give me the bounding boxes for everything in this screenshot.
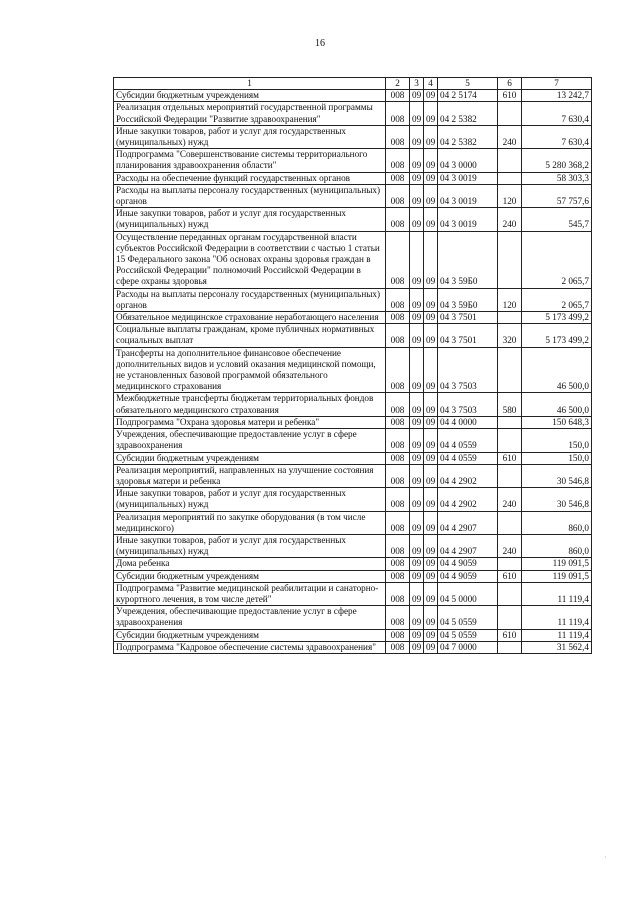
target-article-cell: 04 4 9059 (438, 570, 498, 582)
subsection-code-cell: 09 (424, 231, 438, 288)
subsection-code-cell: 09 (424, 452, 438, 464)
grbs-code-cell: 008 (386, 102, 410, 125)
subsection-code-cell: 09 (424, 534, 438, 557)
target-article-cell: 04 4 2907 (438, 534, 498, 557)
section-code-cell: 09 (410, 172, 424, 184)
subsection-code-cell: 09 (424, 582, 438, 605)
section-code-cell: 09 (410, 464, 424, 487)
section-code-cell: 09 (410, 102, 424, 125)
grbs-code-cell: 008 (386, 488, 410, 511)
item-name-cell: Расходы на выплаты персоналу государственных (муниципальных) органов (114, 184, 386, 207)
subsection-code-cell: 09 (424, 393, 438, 416)
amount-cell: 2 065,7 (522, 231, 592, 288)
table-row (114, 570, 592, 582)
expense-type-cell (498, 582, 522, 605)
item-name-cell: Субсидии бюджетным учреждениям (114, 629, 386, 641)
table-row (114, 452, 592, 464)
item-name-cell: Подпрограмма "Кадровое обеспечение системы здравоохранения" (114, 641, 386, 653)
subsection-code-cell: 09 (424, 416, 438, 428)
table-row (114, 393, 592, 416)
target-article-cell: 04 3 7501 (438, 324, 498, 347)
subsection-code-cell: 09 (424, 125, 438, 148)
expense-type-cell: 120 (498, 184, 522, 207)
expense-type-cell (498, 416, 522, 428)
subsection-code-cell: 09 (424, 90, 438, 102)
target-article-cell: 04 2 5382 (438, 102, 498, 125)
amount-cell: 119 091,5 (522, 570, 592, 582)
amount-cell: 5 280 368,2 (522, 149, 592, 172)
subsection-code-cell: 09 (424, 347, 438, 393)
section-code-cell: 09 (410, 629, 424, 641)
target-article-cell: 04 3 7503 (438, 347, 498, 393)
section-code-cell: 09 (410, 208, 424, 231)
item-name-cell: Трансферты на дополнительное финансовое обеспечение дополнительных видов и условий оказания медицинской помощи, не установленных базовой программой обязательного медицинского страхования (114, 347, 386, 393)
target-article-cell: 04 5 0559 (438, 629, 498, 641)
section-code-cell: 09 (410, 125, 424, 148)
budget-table (113, 77, 592, 654)
table-row (114, 125, 592, 148)
amount-cell: 860,0 (522, 534, 592, 557)
subsection-code-cell: 09 (424, 149, 438, 172)
table-row (114, 149, 592, 172)
grbs-code-cell: 008 (386, 582, 410, 605)
section-code-cell: 09 (410, 534, 424, 557)
amount-cell: 860,0 (522, 511, 592, 534)
item-name-cell: Реализация мероприятий, направленных на улучшение состояния здоровья матери и ребенка (114, 464, 386, 487)
item-name-cell: Субсидии бюджетным учреждениям (114, 570, 386, 582)
item-name-cell: Обязательное медицинское страхование неработающего населения (114, 312, 386, 324)
section-code-cell: 09 (410, 558, 424, 570)
target-article-cell: 04 3 0019 (438, 172, 498, 184)
amount-cell: 545,7 (522, 208, 592, 231)
expense-type-cell (498, 558, 522, 570)
item-name-cell: Учреждения, обеспечивающие предоставление услуг в сфере здравоохранения (114, 606, 386, 629)
section-code-cell: 09 (410, 429, 424, 452)
table-row (114, 629, 592, 641)
section-code-cell: 09 (410, 570, 424, 582)
subsection-code-cell: 09 (424, 570, 438, 582)
item-name-cell: Иные закупки товаров, работ и услуг для государственных (муниципальных) нужд (114, 125, 386, 148)
grbs-code-cell: 008 (386, 570, 410, 582)
grbs-code-cell: 008 (386, 347, 410, 393)
expense-type-cell (498, 606, 522, 629)
table-row (114, 606, 592, 629)
subsection-code-cell: 09 (424, 288, 438, 311)
grbs-code-cell: 008 (386, 90, 410, 102)
section-code-cell: 09 (410, 452, 424, 464)
section-code-cell: 09 (410, 312, 424, 324)
item-name-cell: Реализация мероприятий по закупке оборудования (в том числе медицинского) (114, 511, 386, 534)
target-article-cell: 04 3 7501 (438, 312, 498, 324)
grbs-code-cell: 008 (386, 125, 410, 148)
amount-cell: 5 173 499,2 (522, 312, 592, 324)
amount-cell: 11 119,4 (522, 582, 592, 605)
amount-cell: 150,0 (522, 452, 592, 464)
amount-cell: 5 173 499,2 (522, 324, 592, 347)
target-article-cell: 04 5 0559 (438, 606, 498, 629)
amount-cell: 46 500,0 (522, 347, 592, 393)
amount-cell: 30 546,8 (522, 464, 592, 487)
grbs-code-cell: 008 (386, 511, 410, 534)
item-name-cell: Реализация отдельных мероприятий государственной программы Российской Федерации "Развитие здравоохранения" (114, 102, 386, 125)
expense-type-cell: 610 (498, 570, 522, 582)
page-number: 16 (315, 38, 325, 49)
column-header: 7 (522, 78, 592, 90)
subsection-code-cell: 09 (424, 312, 438, 324)
grbs-code-cell: 008 (386, 324, 410, 347)
table-row (114, 582, 592, 605)
subsection-code-cell: 09 (424, 172, 438, 184)
table-row (114, 172, 592, 184)
target-article-cell: 04 4 2902 (438, 464, 498, 487)
target-article-cell: 04 3 59Б0 (438, 288, 498, 311)
table-row (114, 90, 592, 102)
grbs-code-cell: 008 (386, 629, 410, 641)
grbs-code-cell: 008 (386, 416, 410, 428)
table-row (114, 429, 592, 452)
target-article-cell: 04 2 5382 (438, 125, 498, 148)
target-article-cell: 04 7 0000 (438, 641, 498, 653)
amount-cell: 150,0 (522, 429, 592, 452)
item-name-cell: Иные закупки товаров, работ и услуг для государственных (муниципальных) нужд (114, 208, 386, 231)
grbs-code-cell: 008 (386, 606, 410, 629)
grbs-code-cell: 008 (386, 184, 410, 207)
table-row (114, 102, 592, 125)
expense-type-cell (498, 641, 522, 653)
subsection-code-cell: 09 (424, 464, 438, 487)
amount-cell: 2 065,7 (522, 288, 592, 311)
section-code-cell: 09 (410, 231, 424, 288)
expense-type-cell (498, 102, 522, 125)
subsection-code-cell: 09 (424, 102, 438, 125)
subsection-code-cell: 09 (424, 184, 438, 207)
section-code-cell: 09 (410, 184, 424, 207)
grbs-code-cell: 008 (386, 641, 410, 653)
table-row (114, 416, 592, 428)
column-header: 4 (424, 78, 438, 90)
item-name-cell: Учреждения, обеспечивающие предоставление услуг в сфере здравоохранения (114, 429, 386, 452)
target-article-cell: 04 3 7503 (438, 393, 498, 416)
grbs-code-cell: 008 (386, 149, 410, 172)
expense-type-cell: 320 (498, 324, 522, 347)
section-code-cell: 09 (410, 149, 424, 172)
grbs-code-cell: 008 (386, 558, 410, 570)
subsection-code-cell: 09 (424, 629, 438, 641)
amount-cell: 57 757,6 (522, 184, 592, 207)
column-header: 5 (438, 78, 498, 90)
target-article-cell: 04 4 2907 (438, 511, 498, 534)
table-header-row (114, 78, 592, 90)
amount-cell: 46 500,0 (522, 393, 592, 416)
section-code-cell: 09 (410, 393, 424, 416)
target-article-cell: 04 5 0000 (438, 582, 498, 605)
table-row (114, 288, 592, 311)
expense-type-cell: 240 (498, 488, 522, 511)
expense-type-cell: 610 (498, 629, 522, 641)
target-article-cell: 04 4 0000 (438, 416, 498, 428)
table-row (114, 312, 592, 324)
section-code-cell: 09 (410, 606, 424, 629)
subsection-code-cell: 09 (424, 558, 438, 570)
table-body (114, 90, 592, 654)
expense-type-cell (498, 312, 522, 324)
expense-type-cell: 610 (498, 452, 522, 464)
subsection-code-cell: 09 (424, 511, 438, 534)
expense-type-cell (498, 347, 522, 393)
item-name-cell: Иные закупки товаров, работ и услуг для государственных (муниципальных) нужд (114, 534, 386, 557)
expense-type-cell (498, 231, 522, 288)
item-name-cell: Расходы на обеспечение функций государственных органов (114, 172, 386, 184)
target-article-cell: 04 2 5174 (438, 90, 498, 102)
subsection-code-cell: 09 (424, 208, 438, 231)
grbs-code-cell: 008 (386, 288, 410, 311)
target-article-cell: 04 3 59Б0 (438, 231, 498, 288)
item-name-cell: Межбюджетные трансферты бюджетам территориальных фондов обязательного медицинского страхования (114, 393, 386, 416)
grbs-code-cell: 008 (386, 393, 410, 416)
grbs-code-cell: 008 (386, 312, 410, 324)
amount-cell: 58 303,3 (522, 172, 592, 184)
item-name-cell: Социальные выплаты гражданам, кроме публичных нормативных социальных выплат (114, 324, 386, 347)
item-name-cell: Субсидии бюджетным учреждениям (114, 90, 386, 102)
item-name-cell: Подпрограмма "Совершенствование системы территориального планирования здравоохранения области" (114, 149, 386, 172)
subsection-code-cell: 09 (424, 324, 438, 347)
expense-type-cell: 610 (498, 90, 522, 102)
target-article-cell: 04 4 0559 (438, 429, 498, 452)
amount-cell: 150 648,3 (522, 416, 592, 428)
expense-type-cell (498, 429, 522, 452)
column-header: 3 (410, 78, 424, 90)
table-row (114, 324, 592, 347)
subsection-code-cell: 09 (424, 488, 438, 511)
table-row (114, 231, 592, 288)
expense-type-cell (498, 464, 522, 487)
section-code-cell: 09 (410, 488, 424, 511)
table-row (114, 488, 592, 511)
section-code-cell: 09 (410, 511, 424, 534)
column-header: 6 (498, 78, 522, 90)
table-row (114, 184, 592, 207)
expense-type-cell: 580 (498, 393, 522, 416)
amount-cell: 11 119,4 (522, 606, 592, 629)
grbs-code-cell: 008 (386, 534, 410, 557)
item-name-cell: Иные закупки товаров, работ и услуг для государственных (муниципальных) нужд (114, 488, 386, 511)
table-row (114, 208, 592, 231)
item-name-cell: Осуществление переданных органам государственной власти субъектов Российской Федерации в соответствии с частью 1 статьи 15 Федерального закона "Об основах охраны здоровья граждан в Российской Федерации" полномочий Российской Федерации в сфере охраны здоровья (114, 231, 386, 288)
amount-cell: 13 242,7 (522, 90, 592, 102)
page-mark: · (604, 853, 607, 862)
table-row (114, 347, 592, 393)
amount-cell: 119 091,5 (522, 558, 592, 570)
target-article-cell: 04 3 0019 (438, 208, 498, 231)
amount-cell: 11 119,4 (522, 629, 592, 641)
grbs-code-cell: 008 (386, 464, 410, 487)
section-code-cell: 09 (410, 90, 424, 102)
column-header: 1 (114, 78, 386, 90)
table-row (114, 511, 592, 534)
grbs-code-cell: 008 (386, 452, 410, 464)
section-code-cell: 09 (410, 641, 424, 653)
subsection-code-cell: 09 (424, 606, 438, 629)
expense-type-cell: 120 (498, 288, 522, 311)
subsection-code-cell: 09 (424, 641, 438, 653)
amount-cell: 30 546,8 (522, 488, 592, 511)
table-row (114, 641, 592, 653)
expense-type-cell: 240 (498, 534, 522, 557)
column-header: 2 (386, 78, 410, 90)
expense-type-cell (498, 149, 522, 172)
grbs-code-cell: 008 (386, 231, 410, 288)
section-code-cell: 09 (410, 288, 424, 311)
table-row (114, 464, 592, 487)
expense-type-cell (498, 172, 522, 184)
subsection-code-cell: 09 (424, 429, 438, 452)
table-row (114, 534, 592, 557)
expense-type-cell: 240 (498, 208, 522, 231)
target-article-cell: 04 4 0559 (438, 452, 498, 464)
grbs-code-cell: 008 (386, 172, 410, 184)
amount-cell: 7 630,4 (522, 102, 592, 125)
section-code-cell: 09 (410, 324, 424, 347)
section-code-cell: 09 (410, 416, 424, 428)
section-code-cell: 09 (410, 347, 424, 393)
item-name-cell: Расходы на выплаты персоналу государственных (муниципальных) органов (114, 288, 386, 311)
amount-cell: 7 630,4 (522, 125, 592, 148)
item-name-cell: Субсидии бюджетным учреждениям (114, 452, 386, 464)
expense-type-cell: 240 (498, 125, 522, 148)
item-name-cell: Дома ребенка (114, 558, 386, 570)
expense-type-cell (498, 511, 522, 534)
target-article-cell: 04 3 0000 (438, 149, 498, 172)
section-code-cell: 09 (410, 582, 424, 605)
item-name-cell: Подпрограмма "Охрана здоровья матери и ребенка" (114, 416, 386, 428)
grbs-code-cell: 008 (386, 208, 410, 231)
target-article-cell: 04 4 9059 (438, 558, 498, 570)
table-row (114, 558, 592, 570)
target-article-cell: 04 4 2902 (438, 488, 498, 511)
target-article-cell: 04 3 0019 (438, 184, 498, 207)
grbs-code-cell: 008 (386, 429, 410, 452)
item-name-cell: Подпрограмма "Развитие медицинской реабилитации и санаторно-курортного лечения, в том числе детей" (114, 582, 386, 605)
amount-cell: 31 562,4 (522, 641, 592, 653)
